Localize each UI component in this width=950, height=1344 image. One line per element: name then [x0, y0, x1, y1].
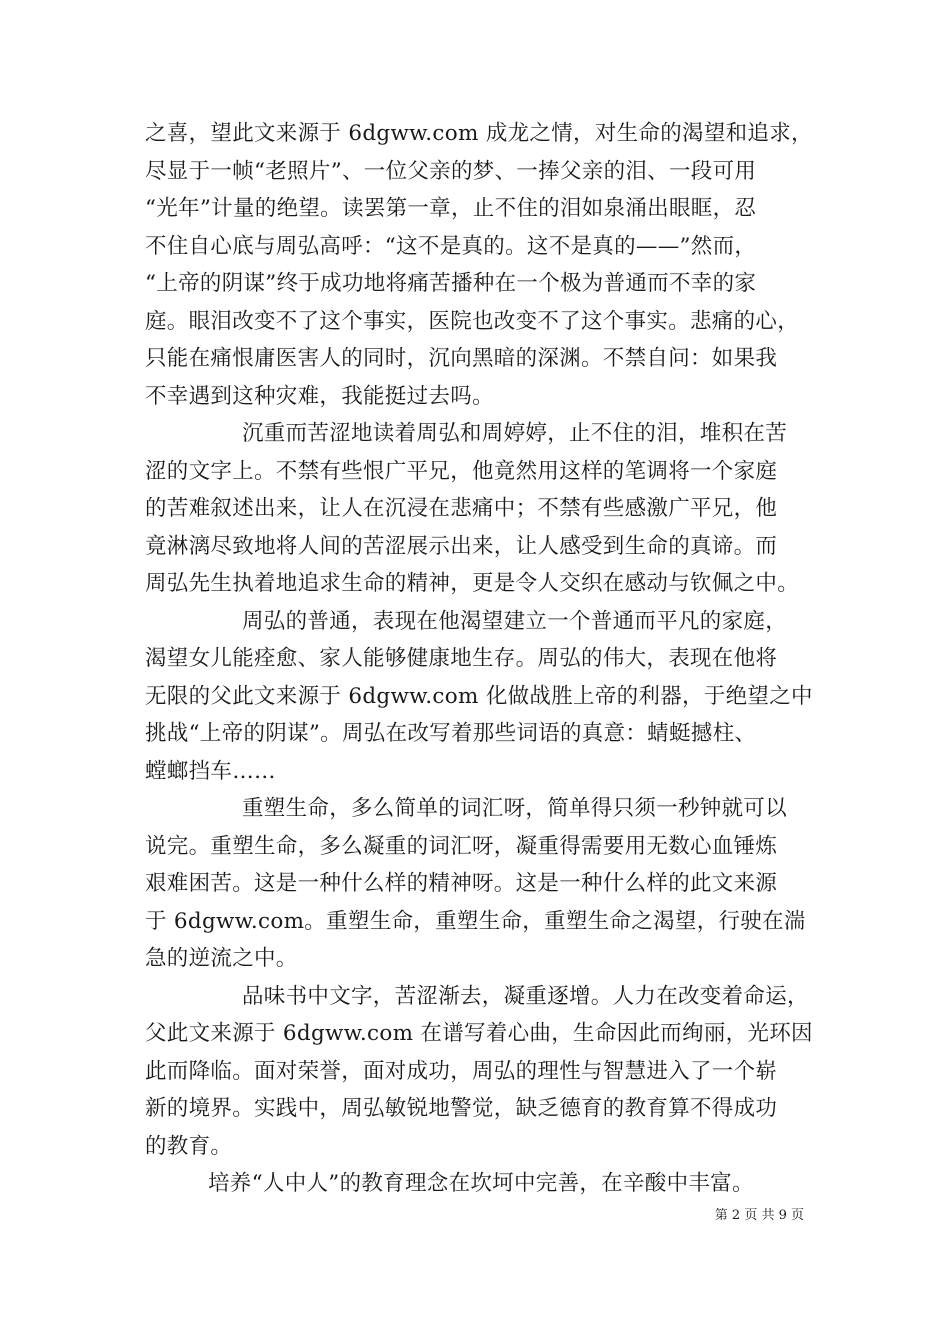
page-number: 第 2 页 共 9 页: [714, 1208, 804, 1223]
text-line: 急的逆流之中。: [145, 946, 298, 971]
text-line: 周弘的普通，表现在他渴望建立一个普通而平凡的家庭，: [242, 608, 788, 634]
text-line: 重塑生命，多么简单的词汇呀，简单得只须一秒钟就可以: [242, 796, 788, 821]
text-line: 新的境界。实践中，周弘敏锐地警觉，缺乏德育的教育算不得成功: [145, 1096, 778, 1121]
text-line: 螳螂挡车……: [145, 758, 276, 784]
paragraph-1: [145, 115, 825, 415]
text-line: 只能在痛恨庸医害人的同时，沉向黑暗的深渊。不禁自问：如果我: [145, 346, 778, 371]
text-line: “上帝的阴谋”终于成功地将痛苦播种在一个极为普通而不幸的家: [145, 271, 757, 296]
text-line: 无限的父此文来源于 6dgww.com 化做战胜上帝的利器，于绝望之中: [145, 683, 813, 709]
text-line: 周弘先生执着地追求生命的精神，更是令人交织在感动与钦佩之中。: [145, 571, 800, 596]
paragraph-3: [145, 603, 825, 791]
text-line: 不幸遇到这种灾难，我能挺过去吗。: [145, 383, 494, 409]
text-line: 品味书中文字，苦涩渐去，凝重逐增。人力在改变着命运，: [242, 983, 809, 1009]
page-footer: [0, 1204, 950, 1223]
paragraph-4: [145, 790, 825, 978]
text-line: “光年”计量的绝望。读罢第一章，止不住的泪如泉涌出眼眶，忍: [145, 196, 757, 221]
text-line: 不住自心底与周弘高呼：“这不是真的。这不是真的——”然而，: [145, 233, 757, 259]
text-line: 的教育。: [145, 1133, 233, 1159]
text-line: 于 6dgww.com。重塑生命，重塑生命，重塑生命之渴望，行驶在湍: [145, 908, 806, 934]
text-line: 沉重而苦涩地读着周弘和周婷婷，止不住的泪，堆积在苦: [242, 421, 788, 446]
text-line: 挑战“上帝的阴谋”。周弘在改写着那些词语的真意：蜻蜓撼柱、: [145, 721, 757, 746]
paragraph-5: [145, 978, 825, 1166]
text-line: 之喜，望此文来源于 6dgww.com 成龙之情，对生命的渴望和追求，: [145, 121, 813, 146]
text-line: 庭。眼泪改变不了这个事实，医院也改变不了这个事实。悲痛的心，: [145, 308, 800, 334]
text-line: 此而降临。面对荣誉，面对成功，周弘的理性与智慧进入了一个崭: [145, 1058, 778, 1084]
paragraph-6: [145, 1165, 825, 1203]
text-line: 尽显于一帧“老照片”、一位父亲的梦、一捧父亲的泪、一段可用: [145, 158, 757, 184]
text-line: 艰难困苦。这是一种什么样的精神呀。这是一种什么样的此文来源: [145, 871, 778, 896]
text-line: 竟淋漓尽致地将人间的苦涩展示出来，让人感受到生命的真谛。而: [145, 533, 778, 559]
text-line: 说完。重塑生命，多么凝重的词汇呀，凝重得需要用无数心血锤炼: [145, 833, 778, 859]
text-line: 涩的文字上。不禁有些恨广平兄，他竟然用这样的笔调将一个家庭: [145, 458, 778, 484]
text-line: 培养“人中人”的教育理念在坎坷中完善，在辛酸中丰富。: [208, 1171, 754, 1196]
text-line: 的苦难叙述出来，让人在沉浸在悲痛中；不禁有些感激广平兄，他: [145, 496, 778, 521]
paragraph-2: [145, 415, 825, 603]
body-text: [145, 115, 825, 1203]
text-line: 渴望女儿能痊愈、家人能够健康地生存。周弘的伟大，表现在他将: [145, 646, 778, 671]
text-line: 父此文来源于 6dgww.com 在谱写着心曲，生命因此而绚丽，光环因: [145, 1021, 813, 1046]
